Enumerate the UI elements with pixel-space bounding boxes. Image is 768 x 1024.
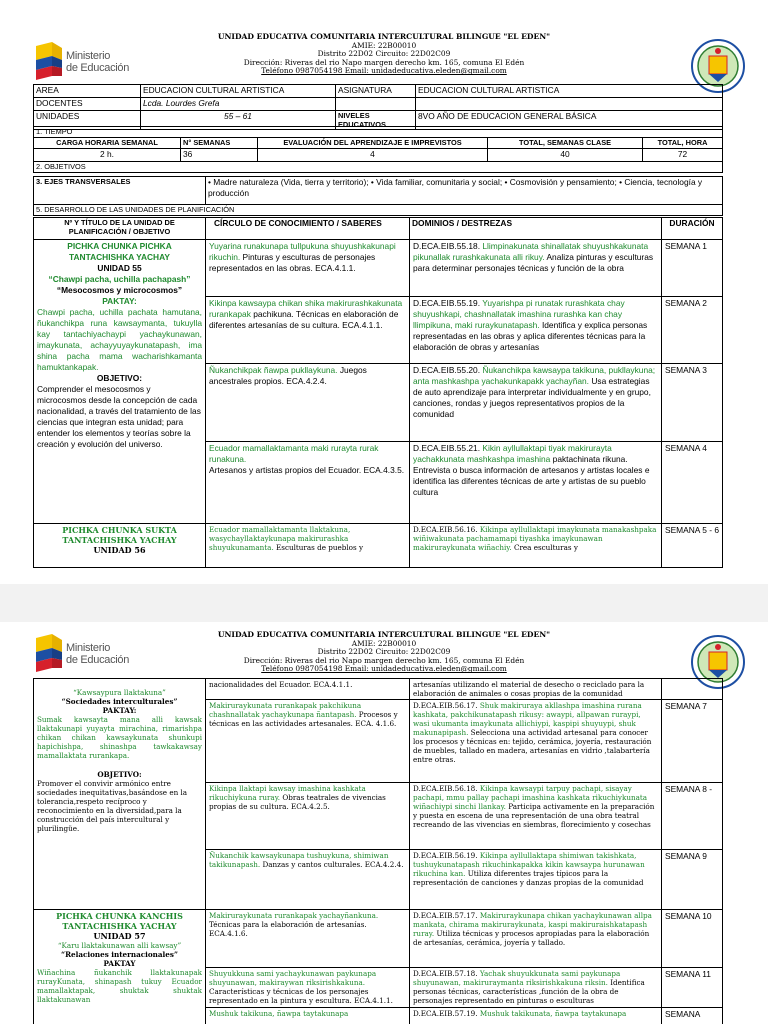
domain-code: D.ECA.EIB.55.21. <box>413 443 481 453</box>
circle-spanish: Obras teatrales de vivencias propias de su cultura. ECA.4.2.5. <box>209 793 386 811</box>
circle-spanish: Esculturas de pueblos y <box>273 543 364 552</box>
levels-label: NIVELES EDUCATIVOS <box>336 111 416 130</box>
unit-55-kichwa-objective: Chawpi pacha, uchilla pachata hamutana, ñukanchikpa runa kawsaymanta, tukuylla kay tantachiyachaypi yachaykunawan, imaykunata, achayyuyaykunatapash, ima shina pacha mama wacharishkamanta hamuktankapak. <box>37 307 202 372</box>
circle-cell-2 <box>206 297 410 364</box>
circle-spanish: Características y técnicas de los personajes representado en la pintura y escultura. ECA.4.1.1. <box>209 987 393 1005</box>
empty-cell <box>416 98 723 111</box>
circle-cell-4 <box>206 442 410 524</box>
circle-spanish: Danzas y cantos culturales. ECA.4.2.4. <box>260 860 404 869</box>
ecuador-flag-icon <box>34 632 64 672</box>
domain-spanish: rikuna. Entrevista o busca información de artesanos y artistas locales e identifica las diferentes técnicas de arte y artistas de su pueblo cultura <box>413 454 650 497</box>
unit-55-objective: Comprender el mesocosmos y microcosmos desde la concepción de cada nacionalidad, a través del tratamiento de las ciencias que integran esta unidad; para entender los elementos y teorías sobre la creación y evolución del universo. <box>37 384 201 449</box>
unit-56-cell <box>34 679 206 910</box>
planning-table <box>33 217 723 568</box>
address: Dirección: Riveras del rio Napo margen derecho km. 165, comuna El Edén <box>243 57 525 67</box>
week-cell-6: SEMANA 7 <box>662 700 723 783</box>
school-name: UNIDAD EDUCATIVA COMUNITARIA INTERCULTURAL BILINGUE "EL EDEN" <box>217 630 551 639</box>
domain-cell-6 <box>410 700 662 783</box>
domain-spanish: Identifica personas técnicas, características ,función de la obra de personajes representado en pinturas o esculturas <box>413 978 645 1005</box>
unit-56-spanish-title: “Sociedades interculturales” <box>61 697 178 706</box>
week-cell-4: SEMANA 4 <box>662 442 723 524</box>
page-gap <box>0 584 768 622</box>
domain-kichwa: Kikinpa ayllullaktapi imaykunata manakashpaka wiñiwakunata pachamamapi tiyashka imaykunawan makiruraykunata wiñachiy. <box>413 525 657 552</box>
domain-kichwa: Mushuk takikunata, ñawpa taytakunapa <box>477 1009 627 1018</box>
area-label: AREA <box>34 85 141 98</box>
unit-55-objective-label: OBJETIVO: <box>96 373 143 383</box>
unit-57-number: UNIDAD 57 <box>93 931 146 941</box>
domain-spanish: Usa estrategias de auto aprendizaje para interpretar individualmente y en grupo, canciones, rondas y juegos representativos propios de la comunidad <box>413 376 651 419</box>
domain-code: D.ECA.EIB.57.19. <box>413 1009 478 1018</box>
circle-kichwa: Ecuador mamallaktamanta maki rurayta rurak runakuna. <box>209 443 379 464</box>
week-cell-1: SEMANA 1 <box>662 240 723 297</box>
ministry-name-2: de Educación <box>66 62 130 74</box>
school-name: UNIDAD EDUCATIVA COMUNITARIA INTERCULTURAL BILINGUE "EL EDEN" <box>217 32 551 41</box>
circle-kichwa: Makiruraykunata rurankapak yachayñankuna. <box>209 911 379 920</box>
circle-spanish: Artesanos y artistas propios del Ecuador. ECA.4.3.5. <box>209 465 405 475</box>
amie: AMIE: 22B00010 <box>351 40 417 50</box>
unit-57-spanish-title: “Relaciones internacionales” <box>60 950 179 959</box>
circle-cell-8 <box>206 850 410 910</box>
circle-cell-11 <box>206 1008 410 1024</box>
objectives-section: 2. OBJETIVOS <box>34 162 723 173</box>
time-value-2: 4 <box>258 149 488 162</box>
unit-55-cell <box>34 240 206 524</box>
unit-56-objective-label: OBJETIVO: <box>97 770 142 779</box>
circle-cont: nacionalidades del Ecuador. ECA.4.1.1. <box>206 679 410 700</box>
circle-kichwa: Kikinpa llaktapi kawsay imashina kashkata rikuchiykuna ruray. <box>209 784 366 802</box>
circle-kichwa: Mushuk takikuna, ñawpa taytakunapa <box>209 1009 349 1018</box>
time-header-0: CARGA HORARIA SEMANAL <box>34 138 181 149</box>
domain-code: D.ECA.EIB.56.17. <box>413 701 478 710</box>
week-cell-2: SEMANA 2 <box>662 297 723 364</box>
units-value: 55 – 61 <box>141 111 336 130</box>
unit-55-spanish-title: “Mesocosmos y microcosmos” <box>56 285 183 295</box>
circle-cell-1 <box>206 240 410 297</box>
domain-code: D.ECA.EIB.56.16. <box>413 525 478 534</box>
circle-kichwa: Ecuador mamallaktamanta llaktakuna, wasychayllaktaykunapa makirurashka shuyukunamanta. <box>209 525 351 552</box>
circle-spanish: Técnicas en elaboración de diferentes artesanías de su cultura. ECA.4.1.1. <box>209 309 399 330</box>
unit-57-paktay-label: PAKTAY <box>103 959 136 968</box>
document-page-2 <box>0 622 768 1024</box>
circle-cell-10 <box>206 968 410 1008</box>
week-cell-11: SEMANA <box>662 1008 723 1024</box>
teacher-value: Lcda. Lourdes Grefa <box>141 98 336 111</box>
unit-56-kichwa-title: “Kawsaypura llaktakuna” <box>73 688 166 697</box>
domain-code: D.ECA.EIB.56.18. <box>413 784 478 793</box>
contact: Teléfono 0987054198 Email: unidadeducativa.eleden@gmail.com <box>261 664 507 674</box>
domain-cell-5 <box>410 524 662 568</box>
circle-cell-7 <box>206 783 410 850</box>
domain-spanish: Crea esculturas y <box>511 543 578 552</box>
level-value: 8VO AÑO DE EDUCACION GENERAL BÁSICA <box>416 111 723 130</box>
col-circle-header: CÍRCULO DE CONOCIMIENTO / SABERES <box>206 218 410 240</box>
domain-code: D.ECA.EIB.55.20. <box>413 365 481 375</box>
domain-code: D.ECA.EIB.55.18. <box>413 241 481 251</box>
circle-kichwa: Kikinpa kawsaypa chikan shika makirurashkakunata rurankapak <box>209 298 403 319</box>
school-header <box>150 33 618 76</box>
time-value-3: 40 <box>488 149 643 162</box>
time-header-2: EVALUACIÓN DEL APRENDIZAJE E IMPREVISTOS <box>258 138 488 149</box>
circle-cell-9 <box>206 910 410 968</box>
domain-kichwa: Llimpinakunata shinallatak shuyushkakunata pikunallak rurashkakunata alli rikuy. <box>413 241 649 262</box>
ministry-logo <box>34 632 164 674</box>
domain-cell-7 <box>410 783 662 850</box>
domain-spanish: Selecciona una actividad artesanal para conocer los procesos y técnicas en: tejido, cerámica, joyería, restauración de muebles, tallado en madera, artesanías en vidrio ,talabartería entre otras. <box>413 728 652 764</box>
unit-56-cell <box>34 524 206 568</box>
unit-56-objective: Promover el convivir armónico entre sociedades inequitativas,basándose en la tolerancia,respeto recíproco y reconocimiento en la diversidad,para la construcción del país intercultural y plurilingüe. <box>37 779 188 833</box>
circle-kichwa: Ñukanchikpak ñawpa pukllaykuna. <box>209 365 338 375</box>
domain-cont: artesanías utilizando el material de desecho o reciclado para la elaboración de animales o cosas propias de la comunidad <box>410 679 662 700</box>
domain-kichwa: Yuyarishpa pi runatak rurashkata chay shuyushkapi, chashnallatak imashina rurashka kan chay llimpikuna, maki ruraykunatapash. <box>413 298 625 330</box>
domain-code: D.ECA.EIB.57.18. <box>413 969 478 978</box>
circle-kichwa: Makiruraykunata rurankapak pakchikuna chashnallatak yachaykunapa ñantapash. <box>209 701 362 719</box>
circle-cell-5 <box>206 524 410 568</box>
unit-56-kichwa-objective: Sumak kawsayta mana alli kawsak llaktakunapi yuyayta mirachina, rimarishpa chikan chikan kawsaykunata shunkupi hapichishpa, shinashpa tawkakawsay mamallaktata rurankapa. <box>37 715 202 760</box>
circle-kichwa: Ñukanchik kawsaykunapa tushuykuna, shimiwan takikunapash. <box>209 851 389 869</box>
circle-cell-3 <box>206 364 410 442</box>
domain-spanish: Analiza pinturas y esculturas para determinar personajes técnicas y función de la obra <box>413 252 654 273</box>
domain-spanish: Utiliza técnicas y procesos apropiadas para la elaboración de artesanías, cerámica, joyería y tallado. <box>413 929 650 947</box>
domain-cell-9 <box>410 910 662 968</box>
week-cont <box>662 679 723 700</box>
address: Dirección: Riveras del rio Napo margen derecho km. 165, comuna El Edén <box>243 655 525 665</box>
domain-spanish: Identifica y explica personas representadas en las obras y aplica diferentes técnicas para la elaboración de obras y artesanías <box>413 320 648 352</box>
unit-55-paktay-label: PAKTAY: <box>102 296 137 306</box>
domain-spanish: Participa activamente en la preparación y puesta en escena de una representación de una obra teatral recreando de las vivencias en siembras, florecimiento y cosechas <box>413 802 655 829</box>
subject-value: EDUCACION CULTURAL ARTISTICA <box>416 85 723 98</box>
development-section: 5. DESARROLLO DE LAS UNIDADES DE PLANIFICACIÓN <box>34 205 723 216</box>
unit-55-number: UNIDAD 55 <box>97 263 142 273</box>
ministry-name-2: de Educación <box>66 654 130 666</box>
circle-cell-6 <box>206 700 410 783</box>
unit-56-paktay-label: PAKTAY: <box>102 706 137 715</box>
unit-57-title: PICHKA CHUNKA KANCHIS TANTACHISHKA YACHAY <box>56 911 183 931</box>
unit-55-kichwa-title: “Chawpi pacha, uchilla pachapash” <box>48 274 191 284</box>
circle-spanish: Pinturas y esculturas de personajes representados en las obras. ECA.4.1.1. <box>209 252 376 273</box>
area-value: EDUCACION CULTURAL ARTISTICA <box>141 85 336 98</box>
ministry-name-1: Ministerio <box>66 642 111 654</box>
amie: AMIE: 22B00010 <box>351 638 417 648</box>
axes-table <box>33 176 723 216</box>
domain-kichwa: Kikinpa kawsaypi tarpuy pachapi, sisayay pachapi, mmu pallay pachapi imashina kashkata rikuchiykunata wiñachiypi sinchi llankay. <box>413 784 648 811</box>
time-value-0: 2 h. <box>34 149 181 162</box>
subject-label: ASIGNATURA <box>336 85 416 98</box>
domain-cell-3 <box>410 364 662 442</box>
unit-55-title: PICHKA CHUNKA PICHKA TANTACHISHKA YACHAY <box>67 241 172 262</box>
col-domains-header: DOMINIOS / DESTREZAS <box>410 218 662 240</box>
unit-57-cell <box>34 910 206 1024</box>
domain-code: D.ECA.EIB.57.17. <box>413 911 478 920</box>
ministry-name-1: Ministerio <box>66 50 111 62</box>
circle-kichwa: Shuyukkuna sami yachaykunawan paykunapa shuyunawan, makiraywan riksirishkakuna. <box>209 969 377 987</box>
page-header <box>0 0 768 84</box>
axes-label: 3. EJES TRANSVERSALES <box>34 177 206 205</box>
ecuador-flag-icon <box>34 40 64 80</box>
domain-cell-10 <box>410 968 662 1008</box>
domain-kichwa: Makiruraykunapa chikan yachaykunawan allpa mankata, chirama makiruraykunata, kaspi makiruraishkatapash ruray. <box>413 911 652 938</box>
domain-cell-8 <box>410 850 662 910</box>
school-header <box>150 631 618 674</box>
week-cell-7: SEMANA 8 - <box>662 783 723 850</box>
domain-code: D.ECA.EIB.55.19. <box>413 298 481 308</box>
domain-cell-1 <box>410 240 662 297</box>
domain-spanish: Utiliza diferentes trajes típicos para la representación de canciones y danzas propias de la comunidad <box>413 869 644 887</box>
domain-kichwa: Ñukanchikpa kawsaypa takikuna, pukllaykuna; anta mashkashpa yachakunkapakk yachayñan. <box>413 365 656 386</box>
week-cell-5: SEMANA 5 - 6 <box>662 524 723 568</box>
week-cell-3: SEMANA 3 <box>662 364 723 442</box>
unit-57-kichwa-objective: Wiñachina ñukanchik llaktakunapak rurayKunata, shinapash tukuy Ecuador mamallaktapak, shuktak shuktak llaktakunawan <box>37 968 202 1004</box>
week-cell-9: SEMANA 10 <box>662 910 723 968</box>
unit-56-number: UNIDAD 56 <box>93 545 146 555</box>
time-header-3: TOTAL, SEMANAS CLASE <box>488 138 643 149</box>
circle-kichwa: Yuyarina runakunapa tullpukuna shuyushkakunapi rikuchin. <box>209 241 396 262</box>
domain-cell-11 <box>410 1008 662 1024</box>
week-cell-10: SEMANA 11 <box>662 968 723 1008</box>
contact: Teléfono 0987054198 Email: unidadeducativa.eleden@gmail.com <box>261 66 507 76</box>
unit-57-kichwa-title: “Karu llaktakunawan alli kawsay” <box>57 941 182 950</box>
time-table <box>33 126 723 173</box>
empty-cell <box>336 98 416 111</box>
circle-spanish: Juegos ancestrales propios. ECA.4.2.4. <box>209 365 367 386</box>
time-value-1: 36 <box>181 149 258 162</box>
domain-kichwa: Shuk makiruraya akllashpa imashina rurana kashkata, pakchikunatapash rikusy: awaypi, allpawan ruraypi, wasi ukumanta imaykunata allichiypi, kaspipi shuyuypi, shuk makunapipash. <box>413 701 642 737</box>
domain-kichwa: Kikin ayllullaktapi tiyak makirurayta yachakkunata mashkashpa imashina <box>413 443 612 464</box>
domain-code: D.ECA.EIB.56.19. <box>413 851 478 860</box>
col-duration-header: DURACIÓN <box>662 218 723 240</box>
circle-spanish: Procesos y técnicas en las actividades artesanales. ECA. 4.1.6. <box>209 710 398 728</box>
time-value-4: 72 <box>643 149 723 162</box>
ministry-logo <box>34 40 164 82</box>
district: Distrito 22D02 Circuito: 22D02C09 <box>317 647 451 657</box>
week-cell-8: SEMANA 9 <box>662 850 723 910</box>
units-label: UNIDADES <box>34 111 141 130</box>
unit-56-title: PICHKA CHUNKA SUKTA TANTACHISHKA YACHAY <box>62 525 177 545</box>
domain-kichwa: Kikinpa ayllullaktapa shimiwan takishkata, tushuykunatapash rikuchinkapakka kikin kawsaypa hurunawan rikuchina kan. <box>413 851 645 878</box>
circle-kichwa-2: pachikuna. <box>250 309 294 319</box>
time-header-4: TOTAL, HORA <box>643 138 723 149</box>
domain-cell-2 <box>410 297 662 364</box>
info-table <box>33 84 723 130</box>
time-header-1: N° SEMANAS <box>181 138 258 149</box>
domain-cell-4 <box>410 442 662 524</box>
planning-table-continued <box>33 678 723 1024</box>
time-section: 1. TIEMPO <box>34 127 723 138</box>
col-unit-header: Nº Y TÍTULO DE LA UNIDAD DE PLANIFICACIÓN / OBJETIVO <box>34 218 206 240</box>
axes-text: • Madre naturaleza (Vida, tierra y territorio); • Vida familiar, comunitaria y social; • Cosmovisión y pensamiento; • Ciencia, tecnología y producción <box>206 177 723 205</box>
district: Distrito 22D02 Circuito: 22D02C09 <box>317 49 451 59</box>
page-header <box>0 622 768 678</box>
domain-kichwa: Yachak shuyukkunata sami paykunapa shuyunawan, makiruraymanta riksirishkakuna riksin. <box>413 969 621 987</box>
domain-kichwa-2: paktachinata <box>550 454 601 464</box>
teachers-label: DOCENTES <box>34 98 141 111</box>
circle-spanish: Técnicas para la elaboración de artesanías. ECA.4.1.6. <box>209 920 367 938</box>
